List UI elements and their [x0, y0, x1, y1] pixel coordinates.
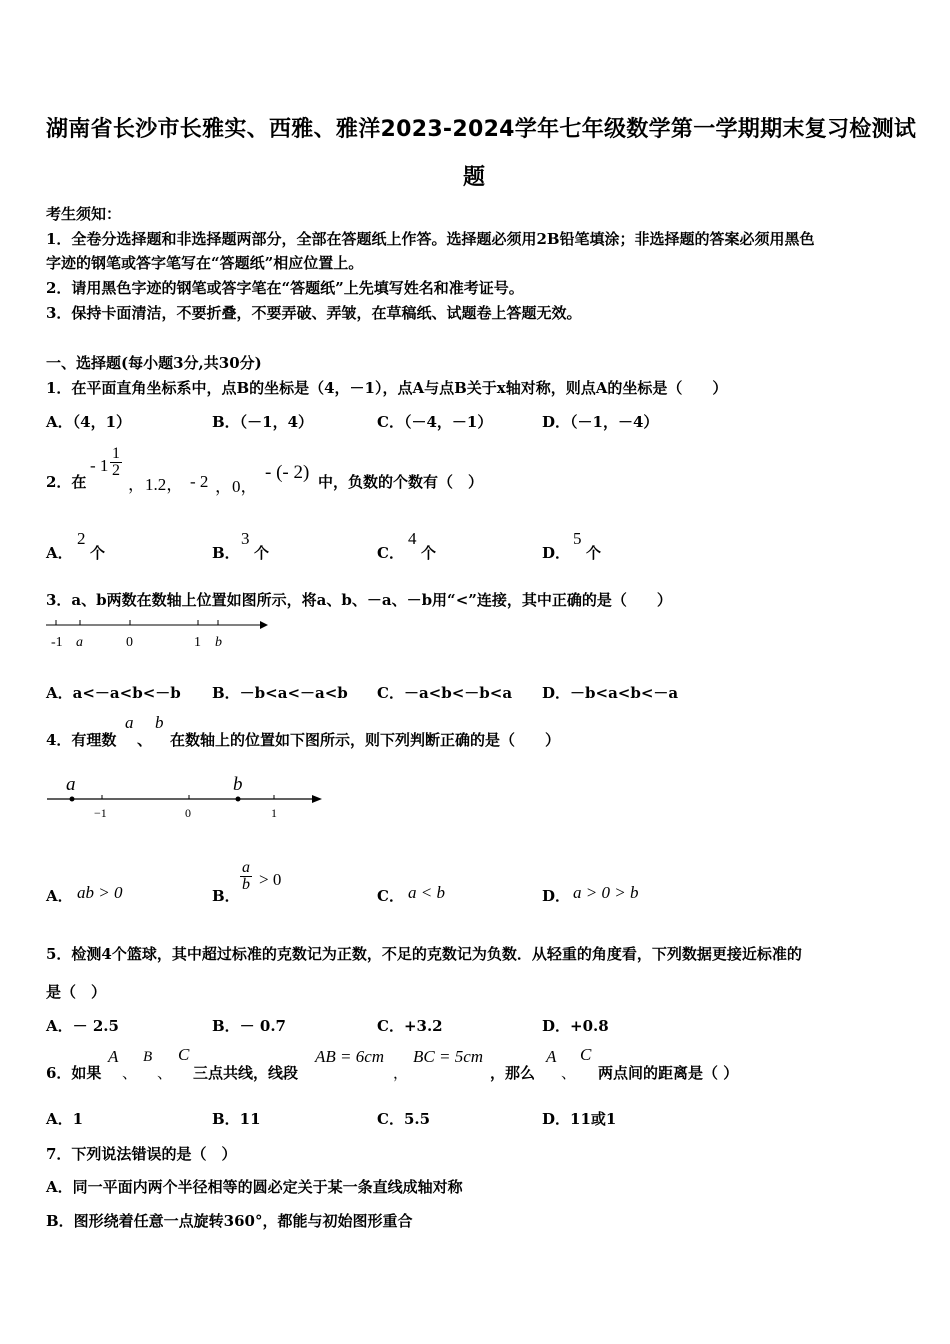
q5-stem-line2: 是（ ） — [46, 983, 107, 1001]
q4-option-b-rest: > 0 — [259, 870, 282, 889]
q3-stem: 3．a、b两数在数轴上位置如图所示，将a、b、－a、－b用“<”连接，其中正确的是（ ） — [46, 591, 672, 609]
q6-point-c-2: C — [580, 1045, 592, 1064]
q7-option-a[interactable]: A．同一平面内两个半径相等的圆必定关于某一条直线成轴对称 — [46, 1178, 463, 1196]
q2-option-d-unit: 个 — [586, 544, 602, 562]
q2-option-b-num: 3 — [241, 529, 250, 548]
q4-option-b-label[interactable]: B． — [212, 887, 240, 905]
q4-option-b-frac — [240, 860, 252, 893]
q4-label-0: 0 — [185, 806, 191, 820]
q4-label-a: a — [66, 774, 76, 795]
section-heading: 一、选择题(每小题3分,共30分) — [46, 354, 262, 372]
q2-neg-neg-two: - (- 2) — [265, 462, 310, 483]
q6-sep-1: 、 — [122, 1064, 138, 1082]
q4-label-1: 1 — [271, 806, 277, 820]
q1-stem: 1．在平面直角坐标系中，点B的坐标是（4，－1），点A与点B关于x轴对称，则点A的坐标是（ ） — [46, 379, 728, 397]
q2-prefix: 2．在 — [46, 473, 87, 491]
q3-number-line — [44, 614, 274, 654]
q2-option-c-label[interactable]: C． — [377, 544, 404, 562]
q2-zero: ，0， — [215, 477, 258, 496]
q6-point-a-2: A — [546, 1047, 557, 1066]
notice-item-3: 3．保持卡面清洁，不要折叠，不要弄破、弄皱，在草稿纸、试题卷上答题无效。 — [46, 304, 582, 322]
q4-point-b — [236, 797, 241, 802]
q1-option-a[interactable]: A．（4，1） — [46, 413, 132, 431]
q3-label-a: a — [76, 635, 83, 650]
notice-heading: 考生须知： — [46, 205, 122, 223]
q2-frac-num: 1 — [112, 445, 120, 462]
q2-mixed-number-int: - 1 — [90, 456, 109, 475]
q6-option-c[interactable]: C．5.5 — [377, 1110, 431, 1128]
q2-option-b-unit: 个 — [254, 544, 270, 562]
q1-option-b[interactable]: B．（－1，4） — [212, 413, 314, 431]
q2-frac-den: 2 — [112, 462, 120, 479]
q3-label-b: b — [215, 635, 222, 650]
q6-then: ，那么 — [490, 1064, 536, 1082]
notice-item-2: 2．请用黑色字迹的钢笔或答字笔在“答题纸”上先填写姓名和准考证号。 — [46, 279, 524, 297]
q6-mid: 三点共线，线段 — [193, 1064, 299, 1082]
q5-option-d[interactable]: D．+0.8 — [542, 1017, 609, 1035]
q4-option-a-label[interactable]: A． — [46, 887, 73, 905]
q5-option-c[interactable]: C．+3.2 — [377, 1017, 443, 1035]
q3-label-neg1: -1 — [51, 635, 63, 650]
q6-end: 两点间的距离是（ ） — [598, 1064, 739, 1082]
q2-option-c-num: 4 — [408, 529, 417, 548]
q2-option-a-label[interactable]: A． — [46, 544, 73, 562]
q6-option-a[interactable]: A．1 — [46, 1110, 84, 1128]
q6-point-b: B — [143, 1049, 153, 1065]
q4-label-neg1: −1 — [94, 806, 107, 820]
q3-axis-arrow — [260, 621, 268, 629]
q2-option-c-unit: 个 — [421, 544, 437, 562]
q6-bc-length: BC = 5cm — [413, 1047, 484, 1066]
q4-option-b-num: a — [242, 859, 250, 876]
q5-stem-line1: 5．检测4个篮球，其中超过标准的克数记为正数，不足的克数记为负数．从轻重的角度看，下列数据更接近标准的 — [46, 945, 802, 963]
q2-suffix: 中，负数的个数有（ ） — [318, 473, 484, 491]
q6-option-b[interactable]: B．11 — [212, 1110, 261, 1128]
q3-option-c[interactable]: C．－a<b<－b<a — [377, 684, 513, 702]
q6-prefix: 6．如果 — [46, 1064, 102, 1082]
notice-item-1b: 字迹的钢笔或答字笔写在“答题纸”相应位置上。 — [46, 254, 364, 272]
q4-var-a: a — [125, 713, 134, 732]
q4-prefix: 4．有理数 — [46, 731, 117, 749]
q4-option-a-math: ab > 0 — [77, 883, 123, 902]
q4-suffix: 在数轴上的位置如下图所示，则下列判断正确的是（ ） — [170, 731, 561, 749]
q6-sep-2: 、 — [157, 1064, 173, 1082]
q6-point-c: C — [178, 1045, 190, 1064]
q3-option-a[interactable]: A．a<－a<b<－b — [46, 684, 181, 702]
q5-option-a[interactable]: A．－ 2.5 — [46, 1017, 119, 1035]
q4-option-d-math: a > 0 > b — [573, 883, 639, 902]
q4-separator: 、 — [137, 731, 153, 749]
q1-option-c[interactable]: C．（－4，－1） — [377, 413, 493, 431]
q2-neg-two: - 2 — [190, 472, 209, 491]
q4-option-d-label[interactable]: D． — [542, 887, 571, 905]
q2-option-b-label[interactable]: B． — [212, 544, 240, 562]
q2-option-d-num: 5 — [573, 529, 582, 548]
q4-option-b-den: b — [242, 876, 250, 893]
q6-option-d[interactable]: D．11或1 — [542, 1110, 617, 1128]
notice-item-1a: 1．全卷分选择题和非选择题两部分，全部在答题纸上作答。选择题必须用2B铅笔填涂；非选择题的答案必须用黑色 — [46, 230, 815, 248]
q4-var-b: b — [155, 713, 164, 732]
q7-stem: 7．下列说法错误的是（ ） — [46, 1145, 237, 1163]
q6-point-a: A — [108, 1047, 119, 1066]
page-title-line1: 湖南省长沙市长雅实、西雅、雅洋2023-2024学年七年级数学第一学期期末复习检测试 — [46, 117, 917, 142]
q3-option-d[interactable]: D．－b<a<b<－a — [542, 684, 679, 702]
q7-option-b[interactable]: B．图形绕着任意一点旋转360°，都能与初始图形重合 — [46, 1212, 413, 1230]
q6-comma: ， — [393, 1064, 409, 1082]
q6-ab-length: AB = 6cm — [315, 1047, 385, 1066]
q4-option-c-label[interactable]: C． — [377, 887, 404, 905]
q3-option-b[interactable]: B．－b<a<－a<b — [212, 684, 348, 702]
q4-option-c-math: a < b — [408, 883, 445, 902]
q1-option-d[interactable]: D．（－1，－4） — [542, 413, 659, 431]
q2-list-part: ，1.2， — [128, 475, 184, 494]
q4-label-b: b — [233, 774, 243, 795]
q2-option-a-num: 2 — [77, 529, 86, 548]
page-title-line2: 题 — [463, 165, 486, 190]
q3-label-0: 0 — [126, 635, 133, 650]
q2-mixed-number-frac — [110, 446, 122, 479]
q3-label-1: 1 — [194, 635, 201, 650]
q4-axis-arrow — [312, 795, 322, 803]
q4-point-a — [70, 797, 75, 802]
q2-option-a-unit: 个 — [90, 544, 106, 562]
q2-option-d-label[interactable]: D． — [542, 544, 571, 562]
q4-number-line — [44, 770, 326, 825]
q6-sep-3: 、 — [561, 1064, 577, 1082]
q5-option-b[interactable]: B．－ 0.7 — [212, 1017, 286, 1035]
